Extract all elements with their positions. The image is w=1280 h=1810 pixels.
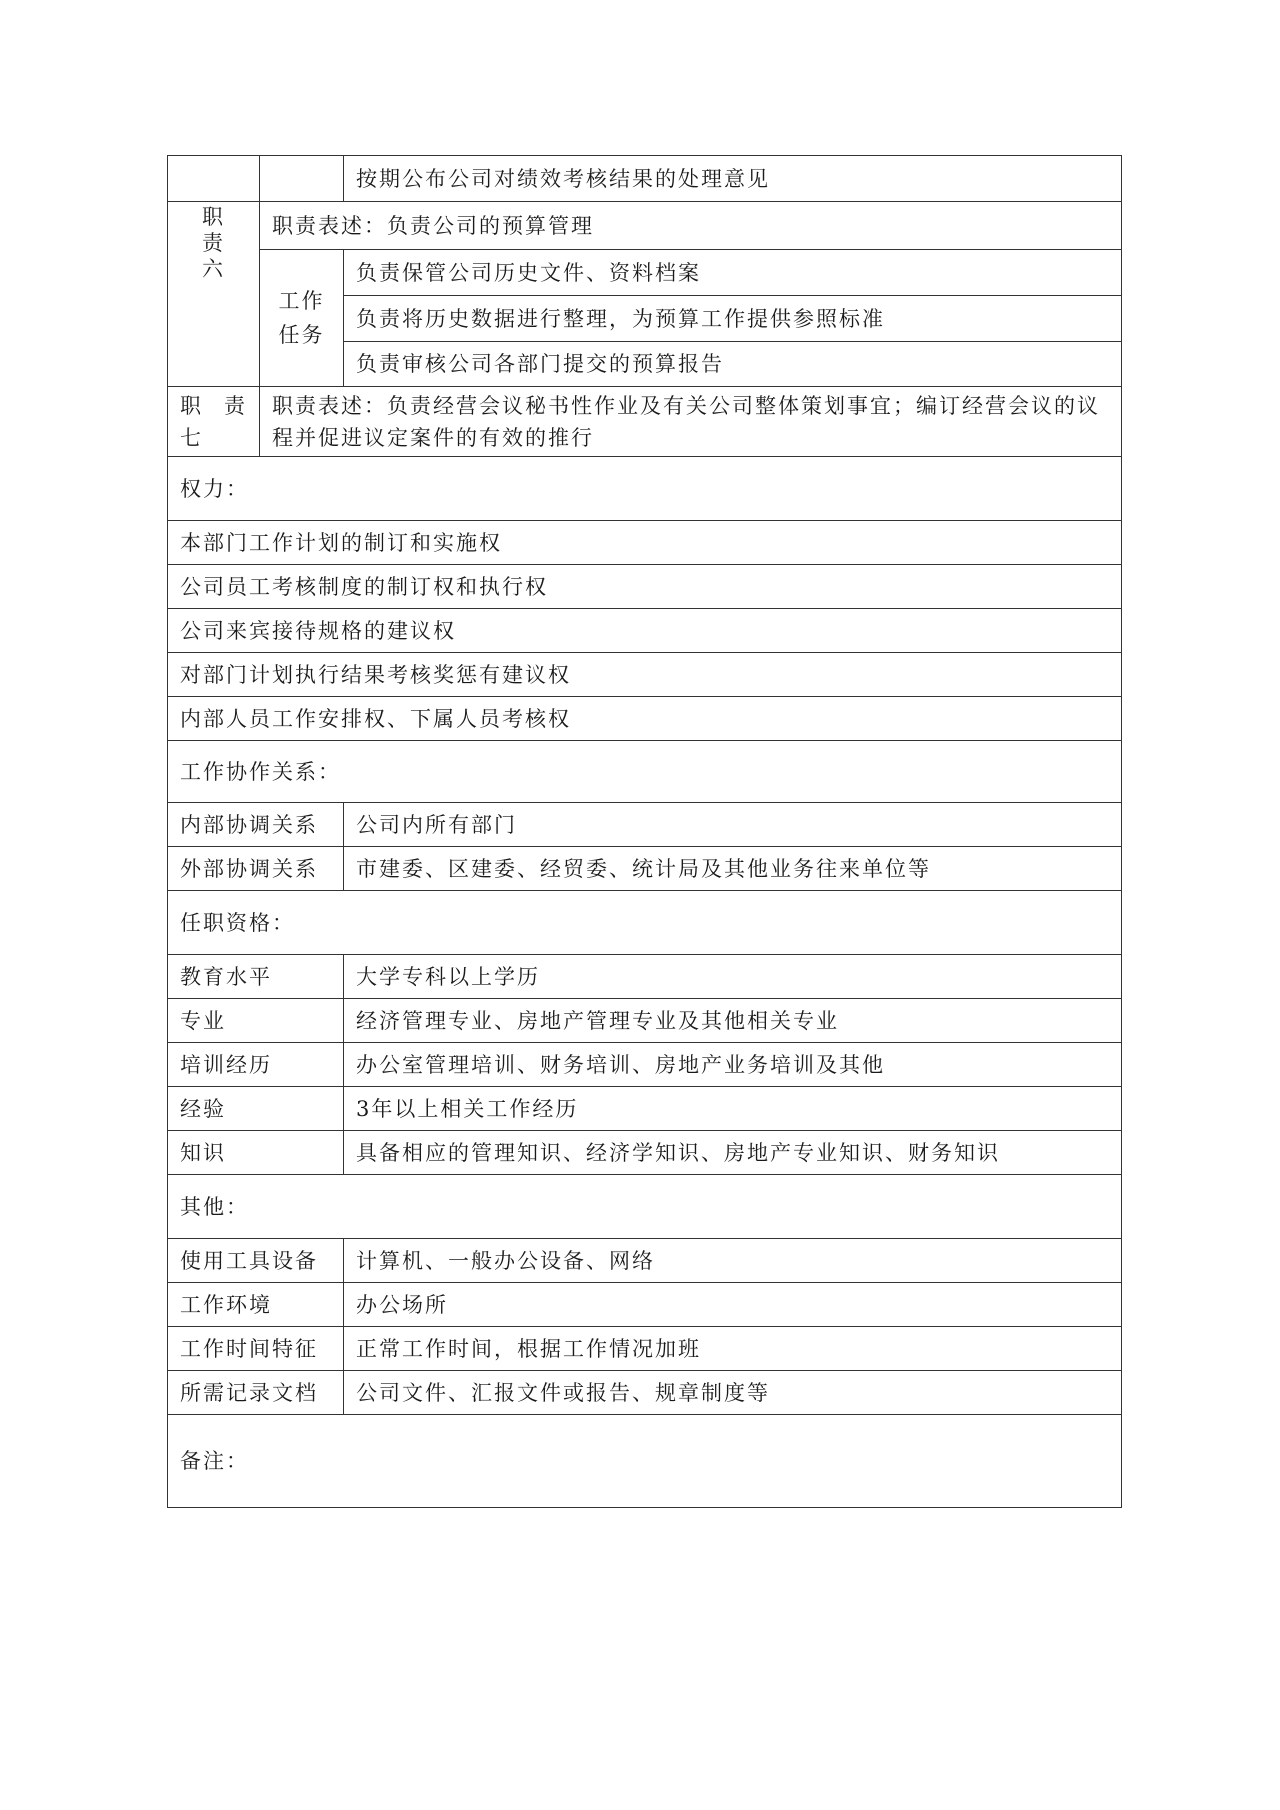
duty6-task-row bbox=[168, 250, 1122, 296]
duty6-statement-row bbox=[168, 202, 1122, 250]
other-row bbox=[168, 1239, 1122, 1283]
relation-row bbox=[168, 847, 1122, 891]
duty6-label: 职 责 六 bbox=[168, 202, 260, 387]
qualification-value: 大学专科以上学历 bbox=[344, 955, 1122, 999]
prev-duty-task-row bbox=[168, 156, 1122, 202]
duty6-task-2: 负责将历史数据进行整理，为预算工作提供参照标准 bbox=[344, 296, 1122, 342]
other-row bbox=[168, 1371, 1122, 1415]
power-item: 本部门工作计划的制订和实施权 bbox=[168, 521, 1122, 565]
task-cell: 按期公布公司对绩效考核结果的处理意见 bbox=[344, 156, 1122, 202]
duty7-label: 职 责 七 bbox=[168, 387, 260, 457]
qualification-value: 3年以上相关工作经历 bbox=[344, 1087, 1122, 1131]
power-row bbox=[168, 521, 1122, 565]
other-row bbox=[168, 1283, 1122, 1327]
relation-value: 公司内所有部门 bbox=[344, 803, 1122, 847]
other-label: 工作环境 bbox=[168, 1283, 344, 1327]
power-row bbox=[168, 697, 1122, 741]
power-item: 对部门计划执行结果考核奖惩有建议权 bbox=[168, 653, 1122, 697]
power-item: 内部人员工作安排权、下属人员考核权 bbox=[168, 697, 1122, 741]
other-label: 使用工具设备 bbox=[168, 1239, 344, 1283]
other-label: 所需记录文档 bbox=[168, 1371, 344, 1415]
powers-heading-row bbox=[168, 457, 1122, 521]
remarks-heading: 备注： bbox=[168, 1415, 1122, 1508]
relations-heading-row bbox=[168, 741, 1122, 803]
other-row bbox=[168, 1327, 1122, 1371]
relation-value: 市建委、区建委、经贸委、统计局及其他业务往来单位等 bbox=[344, 847, 1122, 891]
other-heading: 其他： bbox=[168, 1175, 1122, 1239]
qualification-value: 具备相应的管理知识、经济学知识、房地产专业知识、财务知识 bbox=[344, 1131, 1122, 1175]
qualification-row bbox=[168, 955, 1122, 999]
qualification-label: 知识 bbox=[168, 1131, 344, 1175]
power-row bbox=[168, 653, 1122, 697]
duty7-row bbox=[168, 387, 1122, 457]
qualifications-heading-row bbox=[168, 891, 1122, 955]
empty-cell bbox=[168, 156, 260, 202]
duty6-task-3: 负责审核公司各部门提交的预算报告 bbox=[344, 342, 1122, 387]
empty-cell bbox=[260, 156, 344, 202]
duty6-task-label: 工作 任务 bbox=[260, 250, 344, 387]
other-value: 公司文件、汇报文件或报告、规章制度等 bbox=[344, 1371, 1122, 1415]
other-value: 计算机、一般办公设备、网络 bbox=[344, 1239, 1122, 1283]
qualification-row bbox=[168, 1043, 1122, 1087]
powers-heading: 权力： bbox=[168, 457, 1122, 521]
qualification-label: 教育水平 bbox=[168, 955, 344, 999]
other-label: 工作时间特征 bbox=[168, 1327, 344, 1371]
other-value: 办公场所 bbox=[344, 1283, 1122, 1327]
other-value: 正常工作时间，根据工作情况加班 bbox=[344, 1327, 1122, 1371]
qualification-label: 培训经历 bbox=[168, 1043, 344, 1087]
relation-label: 内部协调关系 bbox=[168, 803, 344, 847]
qualification-value: 经济管理专业、房地产管理专业及其他相关专业 bbox=[344, 999, 1122, 1043]
duty6-task-1: 负责保管公司历史文件、资料档案 bbox=[344, 250, 1122, 296]
duty7-statement: 职责表述：负责经营会议秘书性作业及有关公司整体策划事宜；编订经营会议的议程并促进议定案件的有效的推行 bbox=[260, 387, 1122, 457]
duty6-statement: 职责表述：负责公司的预算管理 bbox=[260, 202, 1122, 250]
qualification-label: 专业 bbox=[168, 999, 344, 1043]
qualification-row bbox=[168, 1131, 1122, 1175]
relation-row bbox=[168, 803, 1122, 847]
relation-label: 外部协调关系 bbox=[168, 847, 344, 891]
qualification-row bbox=[168, 999, 1122, 1043]
power-row bbox=[168, 565, 1122, 609]
job-description-table bbox=[167, 155, 1122, 1508]
power-item: 公司来宾接待规格的建议权 bbox=[168, 609, 1122, 653]
other-heading-row bbox=[168, 1175, 1122, 1239]
qualification-value: 办公室管理培训、财务培训、房地产业务培训及其他 bbox=[344, 1043, 1122, 1087]
qualification-label: 经验 bbox=[168, 1087, 344, 1131]
qualifications-heading: 任职资格： bbox=[168, 891, 1122, 955]
qualification-row bbox=[168, 1087, 1122, 1131]
remarks-row bbox=[168, 1415, 1122, 1508]
power-item: 公司员工考核制度的制订权和执行权 bbox=[168, 565, 1122, 609]
power-row bbox=[168, 609, 1122, 653]
relations-heading: 工作协作关系： bbox=[168, 741, 1122, 803]
